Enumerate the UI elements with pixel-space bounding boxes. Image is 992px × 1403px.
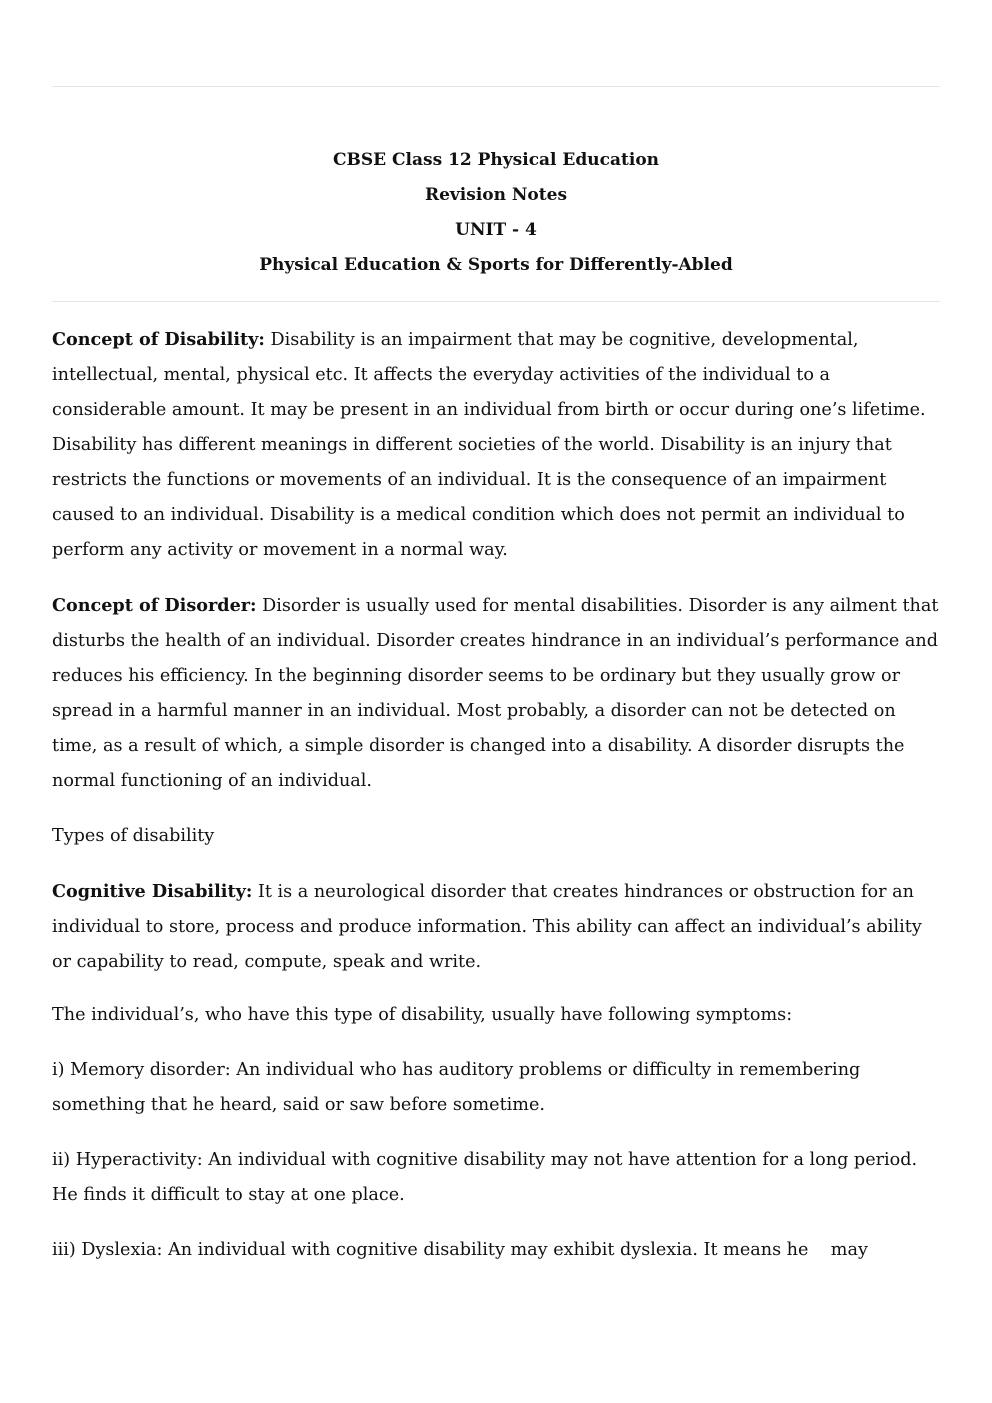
disorder-text: Disorder is usually used for mental disabilities. Disorder is any ailment that disturbs the health of an individual. Disorder creates hindrance in an individual’s performance and reduces his efficiency. In the beginning disorder seems to be ordinary but they usually grow or spread in a harmful manner in an individual. Most probably, a disorder can not be detected on time, as a result of which, a simple disorder is changed into a disability. A disorder disrupts the normal functioning of an individual. xyxy=(52,596,939,791)
top-divider xyxy=(52,86,940,87)
symptom-memory-disorder: i) Memory disorder: An individual who has auditory problems or difficulty in remembering something that he heard, said or saw before sometime. xyxy=(52,1060,861,1115)
symptoms-intro: The individual’s, who have this type of disability, usually have following symptoms: xyxy=(52,1005,793,1025)
types-heading: Types of disability xyxy=(52,826,215,846)
cognitive-text: It is a neurological disorder that creates hindrances or obstruction for an individual to store, process and produce information. This ability can affect an individual’s ability or capability to read, compute, speak and write. xyxy=(52,882,922,972)
paragraph-disability xyxy=(52,322,940,568)
document-header xyxy=(52,143,940,283)
cognitive-label: Cognitive Disability: xyxy=(52,881,253,902)
disability-label: Concept of Disability: xyxy=(52,329,265,350)
disorder-label: Concept of Disorder: xyxy=(52,595,257,616)
header-divider xyxy=(52,301,940,302)
paragraph-disorder xyxy=(52,588,940,799)
disability-text: Disability is an impairment that may be cognitive, developmental, intellectual, mental, physical etc. It affects the everyday activities of the individual to a considerable amount. It may be present in an individual from birth or occur during one’s lifetime. Disability has different meanings in different societies of the world. Disability is an injury that restricts the functions or movements of an individual. It is the consequence of an impairment caused to an individual. Disability is a medical condition which does not permit an individual to perform any activity or movement in a normal way. xyxy=(52,330,926,560)
paragraph-cognitive xyxy=(52,874,940,980)
header-title: CBSE Class 12 Physical Education xyxy=(332,150,660,170)
header-topic: Physical Education & Sports for Differently-Abled xyxy=(259,255,733,275)
symptom-hyperactivity: ii) Hyperactivity: An individual with cognitive disability may not have attention for a long period. He finds it difficult to stay at one place. xyxy=(52,1150,918,1205)
header-unit: UNIT - 4 xyxy=(455,220,537,240)
symptom-dyslexia: iii) Dyslexia: An individual with cognitive disability may exhibit dyslexia. It means he may xyxy=(52,1240,868,1260)
header-subtitle: Revision Notes xyxy=(424,185,568,205)
document-body xyxy=(52,322,940,1288)
